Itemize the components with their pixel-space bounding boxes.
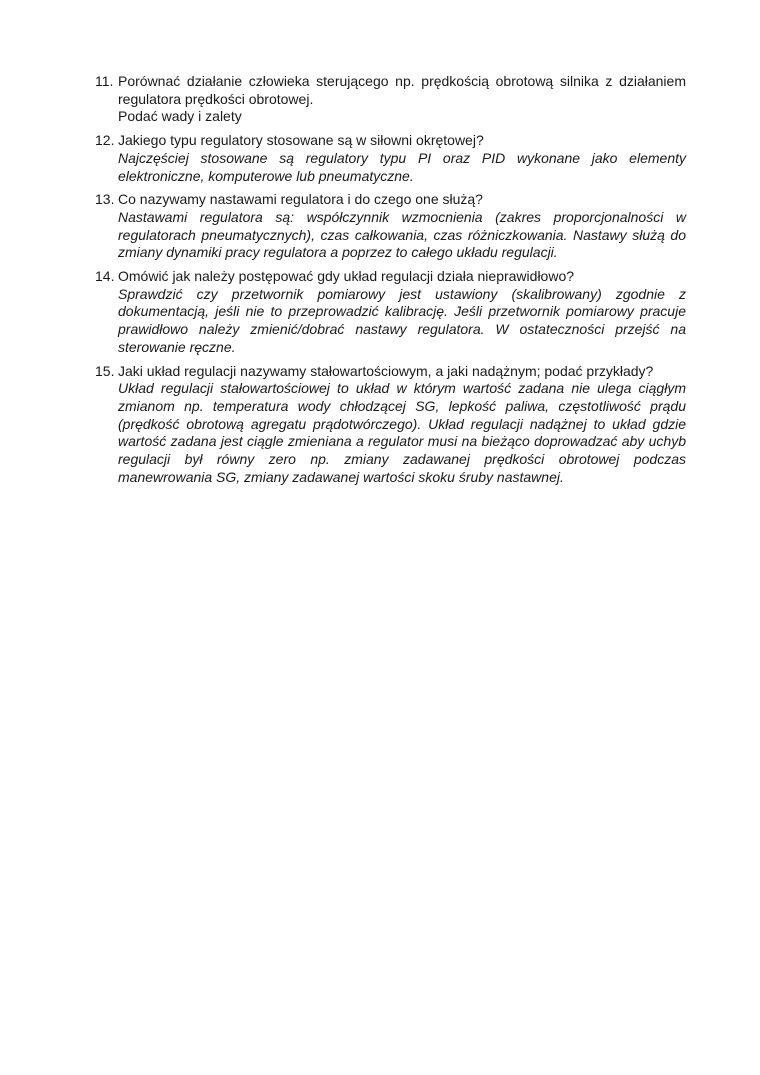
question-text: Porównać działanie człowieka sterującego np. prędkością obrotową silnika z działaniem regulatora prędkości obrotowej. [118, 73, 686, 107]
answer-text: Sprawdzić czy przetwornik pomiarowy jest ustawiony (skalibrowany) zgodnie z dokumentacją, jeśli nie to przeprowadzić kalibrację. Jeśli przetwornik pomiarowy pracuje prawidłowo należy zmienić/dobrać nastawy regulatora. W ostateczności przejść na sterowanie ręczne. [118, 285, 686, 355]
question-text: Omówić jak należy postępować gdy układ regulacji działa nieprawidłowo? [118, 268, 575, 285]
item-content [118, 191, 686, 262]
question-text: Jakiego typu regulatory stosowane są w siłowni okrętowej? [118, 132, 484, 149]
question-text: Co nazywamy nastawami regulatora i do czego one służą? [118, 191, 483, 208]
answer-text: Najczęściej stosowane są regulatory typu PI oraz PID wykonane jako elementy elektroniczne, komputerowe lub pneumatyczne. [118, 149, 686, 184]
document-page [95, 73, 686, 492]
list-item-13 [95, 191, 686, 262]
item-content [118, 363, 686, 487]
list-item-12 [95, 132, 686, 185]
item-number: 11. [95, 73, 114, 89]
item-content [118, 132, 686, 185]
item-number: 15. [95, 362, 115, 379]
item-number: 13. [95, 191, 115, 208]
list-item-15 [95, 363, 686, 487]
list-item-14 [95, 268, 686, 357]
item-content [118, 268, 686, 357]
answer-text: Układ regulacji stałowartościowej to układ w którym wartość zadana nie ulega ciągłym zmianom np. temperatura wody chłodzącej SG, lepkość paliwa, częstotliwość prądu (prędkość obrotową agregatu prądotwórczego). Układ regulacji nadążnej to układ gdzie wartość zadana jest ciągle zmieniana a regulator musi na bieżąco doprowadzać aby uchyb regulacji był równy zero np. zmiany zadawanej prędkości obrotowej podczas manewrowania SG, zmiany zadawanej wartości skoku śruby nastawnej. [118, 380, 686, 485]
question-subtext: Podać wady i zalety [118, 108, 242, 125]
list-item-11 [95, 73, 686, 126]
question-text: Jaki układ regulacji nazywamy stałowartościowym, a jaki nadążnym; podać przykłady? [118, 362, 654, 379]
item-number: 12. [95, 132, 115, 149]
item-number: 14. [95, 268, 115, 285]
item-content [118, 73, 686, 126]
answer-text: Nastawami regulatora są: współczynnik wzmocnienia (zakres proporcjonalności w regulatorach pneumatycznych), czas całkowania, czas różniczkowania. Nastawy służą do zmiany dynamiki pracy regulatora a poprzez to całego układu regulacji. [118, 208, 686, 261]
